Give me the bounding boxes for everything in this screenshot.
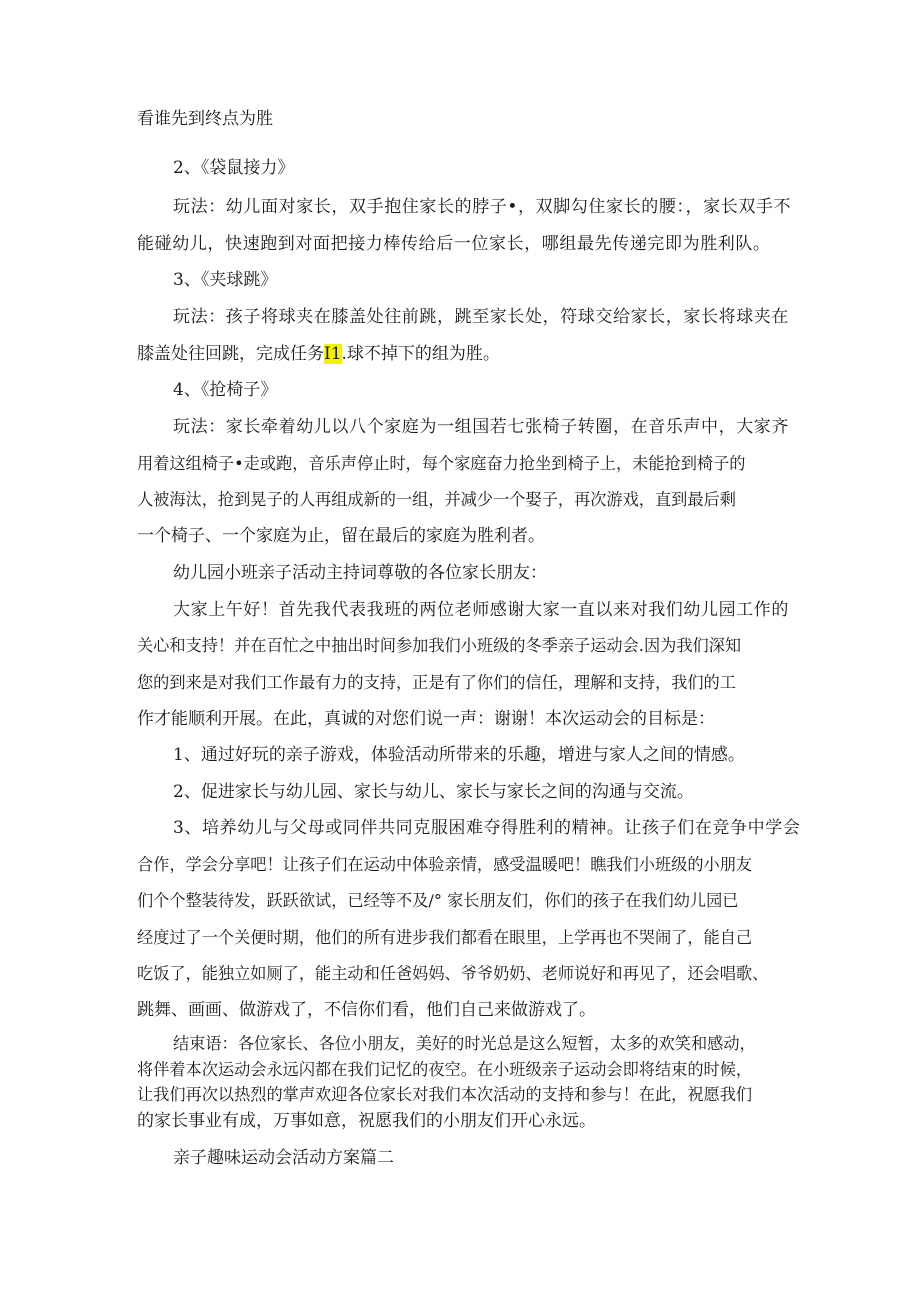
paragraph-line: 将伴着本次运动会永远闪都在我们记忆的夜空。在小班级亲子运动会即将结束的时候， bbox=[137, 1060, 753, 1079]
paragraph-line: 一个椅子、一个家庭为止，留在最后的家庭为胜利者。 bbox=[137, 526, 545, 546]
text-segment: .球不掉下的组为胜。 bbox=[341, 344, 500, 364]
paragraph-line: 合作，学会分享吧！让孩子们在运动中体验亲情，感受温暖吧！瞧我们小班级的小朋友 bbox=[137, 855, 753, 874]
game-title-musical-chairs: 4、《抢椅子》 bbox=[173, 380, 278, 400]
paragraph-line: 人被海汰，抢到晃子的人再组成新的一组，并减少一个娶子，再次游戏，直到最后剩 bbox=[137, 490, 736, 509]
game-title-kangaroo-relay: 2、《袋鼠接力》 bbox=[173, 158, 295, 178]
paragraph-line: 关心和支持！并在百忙之中抽出时间参加我们小班级的冬季亲子运动会.因为我们深知 bbox=[137, 636, 742, 655]
highlighted-text: I1 bbox=[324, 344, 342, 364]
paragraph-line: 们个个整装待发，跃跃欲试，已经等不及/° 家长朋友们，你们的孩子在我们幼儿园已 bbox=[137, 891, 739, 910]
paragraph-line: 您的到来是对我们工作最有力的支持，正是有了你们的信任，理解和支持，我们的工 bbox=[137, 673, 736, 692]
closing-remarks-line: 结束语：各位家长、各位小朋友，美好的时光总是这么短暂，太多的欢笑和感动， bbox=[173, 1034, 756, 1053]
section-heading-plan-part-two: 亲子趣味运动会活动方案篇二 bbox=[173, 1148, 394, 1168]
paragraph-line: 跳舞、画画、做游戏了，不信你们看，他们自己来做游戏了。 bbox=[137, 1000, 596, 1020]
paragraph-line: 玩法：孩子将球夹在膝盖处往前跳，跳至家长处，符球交给家长，家长将球夹在 bbox=[173, 307, 789, 327]
paragraph-line: 能碰幼儿，快速跑到对面把接力棒传给后一位家长，哪组最先传递完即为胜利队。 bbox=[137, 234, 771, 254]
paragraph-line: 看谁先到终点为胜 bbox=[137, 109, 273, 129]
paragraph-line: 的家长事业有成，万事如意，祝愿我们的小朋友们开心永远。 bbox=[137, 1111, 596, 1131]
paragraph-line: 玩法：幼儿面对家长，双手抱住家长的脖子•，双脚勾住家长的腰：，家长双手不 bbox=[173, 197, 792, 217]
paragraph-line: 经度过了一个关便时期，他们的所有进步我们都看在眼里，上学再也不哭闹了，能自己 bbox=[137, 928, 753, 947]
text-segment: 膝盖处往回跳，完成任务 bbox=[137, 344, 324, 364]
paragraph-line: 大家上午好！首先我代表我班的两位老师感谢大家一直以来对我们幼儿园工作的 bbox=[173, 600, 789, 620]
goal-item-1: 1、通过好玩的亲子游戏，体验活动所带来的乐趣，增进与家人之间的情感。 bbox=[173, 745, 745, 765]
section-heading-host-speech: 幼儿园小班亲子活动主持词尊敬的各位家长朋友： bbox=[173, 563, 547, 583]
paragraph-line: 用着这组椅子•走或跑，音乐声停止时，每个家庭奋力抢坐到椅子上，未能抢到椅子的 bbox=[137, 454, 746, 473]
paragraph-line: 作才能顺利开展。在此，真诚的对您们说一声：谢谢！本次运动会的目标是： bbox=[137, 709, 715, 729]
goal-item-3: 3、培养幼儿与父母或同伴共同克服困难夺得胜利的精神。让孩子们在竞争中学会 bbox=[173, 818, 801, 838]
game-title-ball-jump: 3、《夹球跳》 bbox=[173, 270, 278, 290]
goal-item-2: 2、促进家长与幼儿园、家长与幼儿、家长与家长之间的沟通与交流。 bbox=[173, 782, 694, 802]
paragraph-line: 吃饭了，能独立如厕了，能主动和任爸妈妈、爷爷奶奶、老师说好和再见了，还会唱歌、 bbox=[137, 964, 769, 983]
paragraph-line: 让我们再次以热烈的掌声欢迎各位家长对我们本次活动的支持和参与！在此，祝愿我们 bbox=[137, 1085, 753, 1104]
paragraph-line: 玩法：家长牵着幼儿以八个家庭为一组国若七张椅子转圈，在音乐声中，大家齐 bbox=[173, 417, 789, 437]
paragraph-line-with-highlight bbox=[137, 343, 500, 365]
